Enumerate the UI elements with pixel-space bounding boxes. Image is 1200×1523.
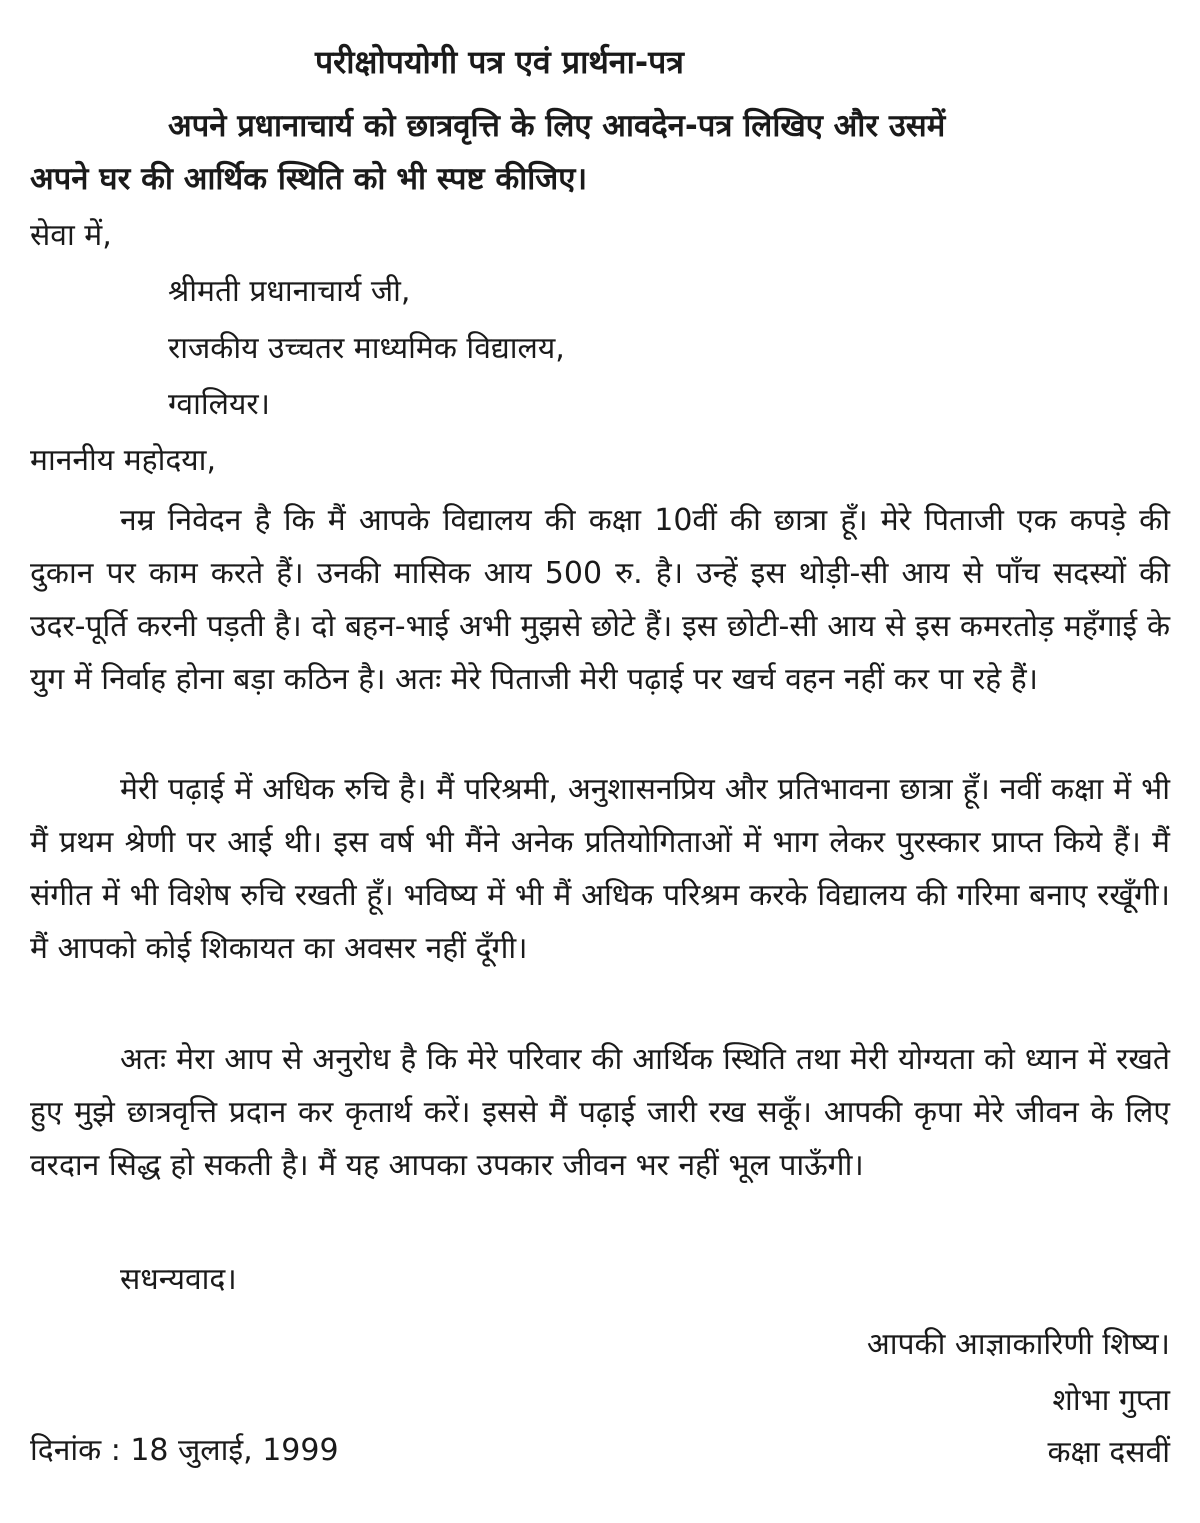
salutation-to: सेवा में, <box>30 218 112 253</box>
date: दिनांक : 18 जुलाई, 1999 <box>30 1433 339 1468</box>
sender-class: कक्षा दसवीं <box>1047 1435 1170 1470</box>
sender-name: शोभा गुप्ता <box>1052 1383 1170 1418</box>
thanks: सधन्यवाद। <box>120 1262 237 1297</box>
page-title: परीक्षोपयोगी पत्र एवं प्रार्थना-पत्र <box>315 43 684 81</box>
recipient-school: राजकीय उच्चतर माध्यमिक विद्यालय, <box>168 331 565 366</box>
recipient-name: श्रीमती प्रधानाचार्य जी, <box>168 274 411 309</box>
paragraph-2: मेरी पढ़ाई में अधिक रुचि है। मैं परिश्रमी, अनुशासनप्रिय और प्रतिभावना छात्रा हूँ। नवीं कक्षा में भी मैं प्रथम श्रेणी पर आई थी। इस वर्ष भी मैंने अनेक प्रतियोगिताओं में भाग लेकर पुरस्कार प्राप्त किये हैं। मैं संगीत में भी विशेष रुचि रखती हूँ। भविष्य में भी मैं अधिक परिश्रम करके विद्यालय की गरिमा बनाए रखूँगी। मैं आपको कोई शिकायत का अवसर नहीं दूँगी। <box>30 772 1170 966</box>
paragraph-3: अतः मेरा आप से अनुरोध है कि मेरे परिवार की आर्थिक स्थिति तथा मेरी योग्यता को ध्यान में रखते हुए मुझे छात्रवृत्ति प्रदान कर कृतार्थ करें। इससे मैं पढ़ाई जारी रख सकूँ। आपकी कृपा मेरे जीवन के लिए वरदान सिद्ध हो सकती है। मैं यह आपका उपकार जीवन भर नहीं भूल पाऊँगी। <box>30 1042 1170 1183</box>
closing: आपकी आज्ञाकारिणी शिष्य। <box>866 1327 1170 1362</box>
question-line-2: अपने घर की आर्थिक स्थिति को भी स्पष्ट कीजिए। <box>30 161 588 197</box>
question-line-1: अपने प्रधानाचार्य को छात्रवृत्ति के लिए आवदेन-पत्र लिखिए और उसमें <box>168 108 946 144</box>
paragraph-1: नम्र निवेदन है कि मैं आपके विद्यालय की कक्षा 10वीं की छात्रा हूँ। मेरे पिताजी एक कपड़े की दुकान पर काम करते हैं। उनकी मासिक आय 500 रु. है। उन्हें इस थोड़ी-सी आय से पाँच सदस्यों की उदर-पूर्ति करनी पड़ती है। दो बहन-भाई अभी मुझसे छोटे हैं। इस छोटी-सी आय से इस कमरतोड़ महँगाई के युग में निर्वाह होना बड़ा कठिन है। अतः मेरे पिताजी मेरी पढ़ाई पर खर्च वहन नहीं कर पा रहे हैं। <box>30 503 1170 697</box>
recipient-city: ग्वालियर। <box>168 387 271 422</box>
greeting: माननीय महोदया, <box>30 443 216 478</box>
